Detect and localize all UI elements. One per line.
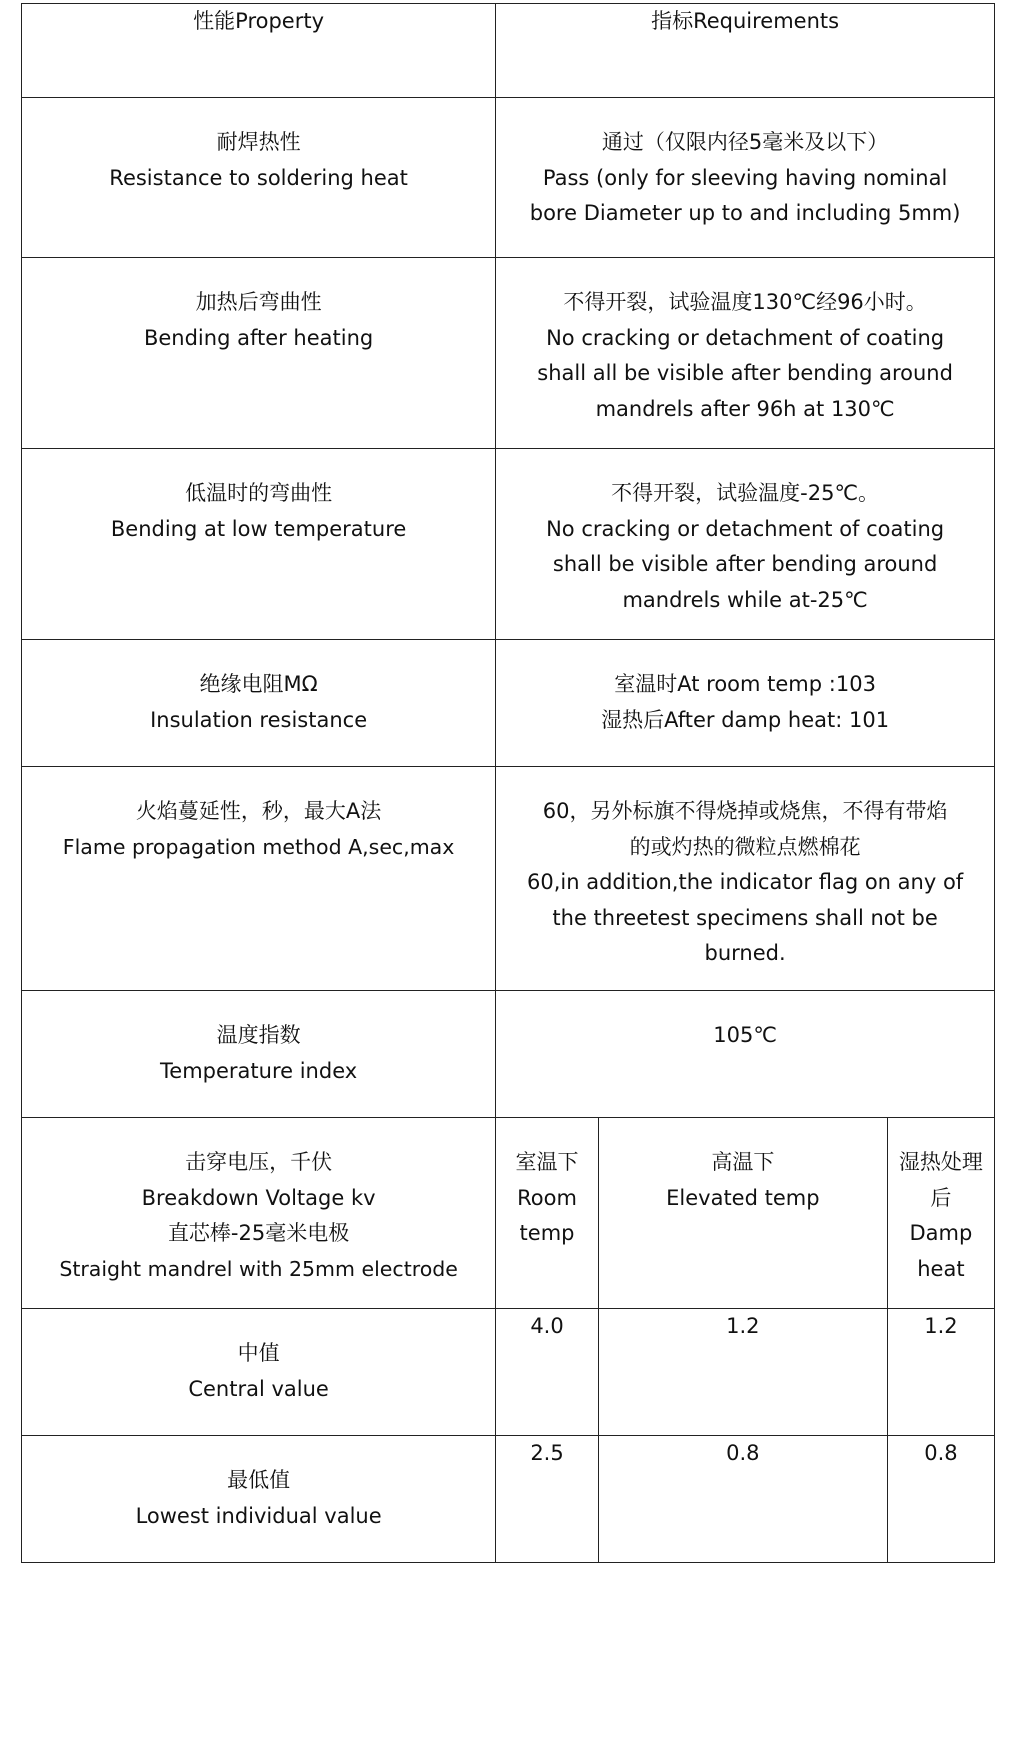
requirement-cell: 室温时At room temp :103 湿热后After damp heat: 101 xyxy=(496,640,995,767)
property-cell: 最低值 Lowest individual value xyxy=(22,1436,496,1563)
property-cell: 低温时的弯曲性 Bending at low temperature xyxy=(22,449,496,640)
requirement-cell: 105℃ xyxy=(496,991,995,1118)
value-cell: 2.5 xyxy=(496,1436,599,1563)
property-cell: 加热后弯曲性 Bending after heating xyxy=(22,258,496,449)
header-property: 性能Property xyxy=(22,4,496,98)
row-soldering-heat xyxy=(22,98,995,258)
value-cell: 1.2 xyxy=(887,1309,994,1436)
row-insulation-resistance xyxy=(22,640,995,767)
column-header-elevated-temp: 高温下 Elevated temp xyxy=(598,1118,887,1309)
row-lowest-value xyxy=(22,1436,995,1563)
requirement-cell: 不得开裂，试验温度130℃经96小时。 No cracking or detachment of coating shall all be visible after bending around mandrels after 96h at 130℃ xyxy=(496,258,995,449)
header-requirements: 指标Requirements xyxy=(496,4,995,98)
row-breakdown-voltage xyxy=(22,1118,995,1309)
property-cell: 火焰蔓延性，秒，最大A法 Flame propagation method A,sec,max xyxy=(22,767,496,991)
value-cell: 0.8 xyxy=(887,1436,994,1563)
value-cell: 0.8 xyxy=(598,1436,887,1563)
property-cell: 中值 Central value xyxy=(22,1309,496,1436)
row-bending-after-heating xyxy=(22,258,995,449)
property-cell: 耐焊热性 Resistance to soldering heat xyxy=(22,98,496,258)
column-header-room-temp: 室温下 Room temp xyxy=(496,1118,599,1309)
value-cell: 4.0 xyxy=(496,1309,599,1436)
requirement-cell: 不得开裂，试验温度-25℃。 No cracking or detachment of coating shall be visible after bending around mandrels while at-25℃ xyxy=(496,449,995,640)
value-cell: 1.2 xyxy=(598,1309,887,1436)
row-central-value xyxy=(22,1309,995,1436)
column-header-damp-heat: 湿热处理后 Damp heat xyxy=(887,1118,994,1309)
requirement-cell: 60，另外标旗不得烧掉或烧焦，不得有带焰 的或灼热的微粒点燃棉花 60,in addition,the indicator flag on any of the threetest specimens shall not be burned. xyxy=(496,767,995,991)
row-temperature-index xyxy=(22,991,995,1118)
property-cell: 击穿电压，千伏 Breakdown Voltage kv 直芯棒-25毫米电极 Straight mandrel with 25mm electrode xyxy=(22,1118,496,1309)
property-cell: 绝缘电阻MΩ Insulation resistance xyxy=(22,640,496,767)
spec-table xyxy=(21,3,995,1563)
header-row xyxy=(22,4,995,98)
row-flame-propagation xyxy=(22,767,995,991)
row-bending-low-temp xyxy=(22,449,995,640)
property-cell: 温度指数 Temperature index xyxy=(22,991,496,1118)
requirement-cell: 通过（仅限内径5毫米及以下） Pass (only for sleeving having nominal bore Diameter up to and including 5mm) xyxy=(496,98,995,258)
